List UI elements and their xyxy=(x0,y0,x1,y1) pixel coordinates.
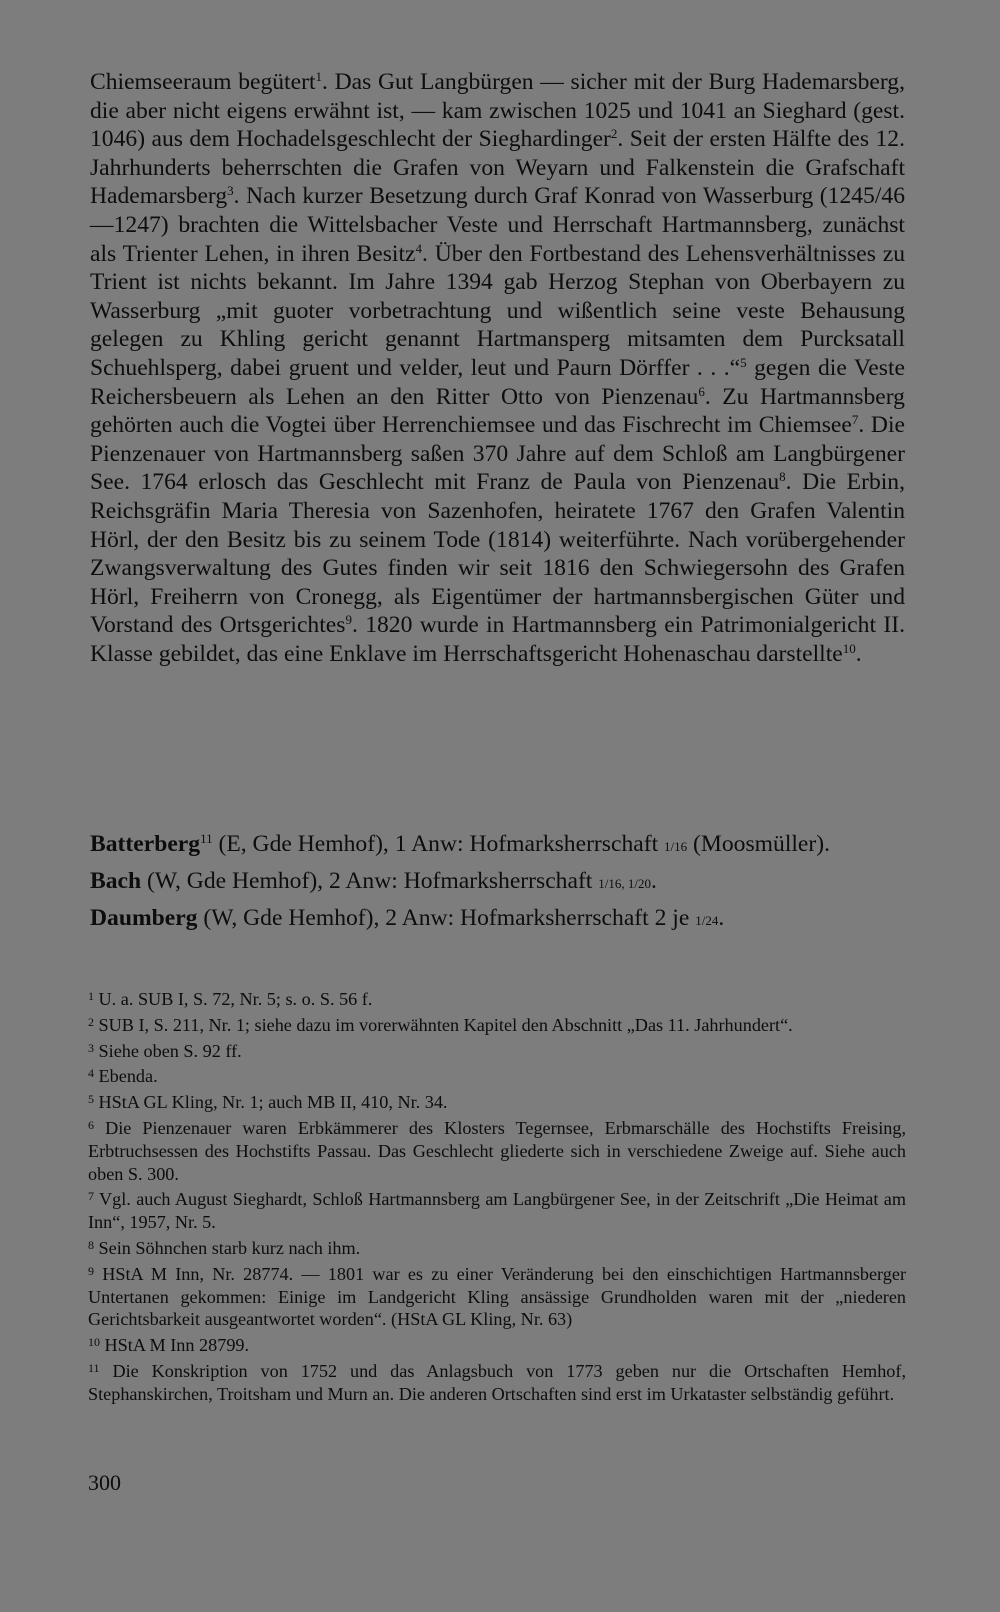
footnote-ref: 9 xyxy=(345,612,352,628)
footnote xyxy=(88,1260,906,1331)
footnote-text: Die Pienzenauer waren Erbkämmerer des Klosters Tegernsee, Erbmarschälle des Hochstifts Freising, Erbtruchsessen des Hochstifts Passau. Das Geschlecht gliederte sich in verschiedene Zweige auf. Siehe auch oben S. 300. xyxy=(88,1117,907,1184)
footnote-number: 3 xyxy=(88,1040,94,1055)
footnote-number: 1 xyxy=(88,989,94,1003)
place-entries xyxy=(90,830,905,941)
entry-text: (Moosmüller). xyxy=(687,831,831,857)
footnote xyxy=(88,1037,906,1063)
footnote-ref: 5 xyxy=(740,354,747,370)
fraction: 1/24 xyxy=(695,913,719,928)
footnote xyxy=(88,1088,906,1114)
footnote-ref: 7 xyxy=(851,412,859,428)
text-run: . Zu Hartmannsberg gehörten auch die Vogtei über Herrenchiemsee und das Fischrecht im Chiemsee xyxy=(90,383,905,439)
footnote-ref: 4 xyxy=(415,240,423,256)
footnote-number: 4 xyxy=(88,1066,94,1081)
footnote-text: Ebenda. xyxy=(98,1066,158,1087)
fraction: 1/16 xyxy=(664,839,688,854)
footnote-ref: 10 xyxy=(842,640,856,656)
footnote-number: 8 xyxy=(88,1237,94,1252)
main-paragraph xyxy=(90,68,905,668)
place-name: Bach xyxy=(90,868,142,894)
footnote-text: Siehe oben S. 92 ff. xyxy=(98,1040,242,1061)
text-run: Chiemseeraum begütert xyxy=(90,69,316,95)
footnote-text: U. a. SUB I, S. 72, Nr. 5; s. o. S. 56 f. xyxy=(98,989,373,1009)
text-run: . Die Pienzenauer von Hartmannsberg saßen 370 Jahre auf dem Schloß am Langbürgener See. 1764 erlosch das Geschlecht mit Franz de Paula von Pienzenau xyxy=(90,412,905,496)
footnote xyxy=(88,1185,906,1234)
footnote-ref: 2 xyxy=(610,126,618,142)
footnote xyxy=(88,1234,906,1260)
entry-text: . xyxy=(718,905,725,931)
footnote-number: 6 xyxy=(88,1117,94,1132)
fraction: 1/16, 1/20 xyxy=(598,876,651,891)
place-entry xyxy=(90,904,905,935)
footnote xyxy=(88,1357,906,1406)
footnote xyxy=(88,1331,906,1357)
footnote-number: 5 xyxy=(88,1092,94,1107)
footnote-ref: 8 xyxy=(779,469,786,485)
entry-text: (W, Gde Hemhof), 2 Anw: Hofmarksherrschaft xyxy=(141,868,599,894)
text-run: . xyxy=(855,640,862,667)
footnote-text: HStA GL Kling, Nr. 1; auch MB II, 410, Nr. 34. xyxy=(98,1092,448,1113)
entry-text: . xyxy=(651,868,657,894)
footnote-number: 11 xyxy=(88,1360,100,1375)
place-name: Daumberg xyxy=(90,905,198,931)
footnotes xyxy=(88,985,906,1406)
footnote-number: 2 xyxy=(88,1014,94,1029)
text-run: . Nach kurzer Besetzung durch Graf Konrad von Wasserburg (1245/46—1247) brachten die Wittelsbacher Veste und Herrschaft Hartmannsberg, zunächst als Trienter Lehen, in ihren Besitz xyxy=(90,183,905,267)
place-entry xyxy=(90,867,905,898)
footnote-number: 10 xyxy=(88,1335,100,1350)
footnote xyxy=(88,1011,906,1037)
footnote-ref: 11 xyxy=(200,831,213,846)
footnote-text: HStA M Inn, Nr. 28774. — 1801 war es zu einer Veränderung bei den einschichtigen Hartmannsberger Untertanen gekommen: Einige im Landgericht Kling ansässige Grundholden waren mit der „niederen Gerichtsbarkeit ausgeantwortet worden“. (HStA GL Kling, Nr. 63) xyxy=(88,1263,907,1330)
text-run: . 1820 wurde in Hartmannsberg ein Patrimonialgericht II. Klasse gebildet, das eine Enklave im Herrschaftsgericht Hohenaschau darstellte xyxy=(90,612,905,667)
text-run: . Seit der ersten Hälfte des 12. Jahrhunderts beherrschten die Grafen von Weyarn und Falkenstein die Grafschaft Hademarsberg xyxy=(90,126,905,210)
place-entry xyxy=(90,830,905,861)
entry-text: (E, Gde Hemhof), 1 Anw: Hofmarksherrschaft xyxy=(212,831,665,857)
main-text-block xyxy=(90,68,905,668)
entry-text: (W, Gde Hemhof), 2 Anw: Hofmarksherrschaft 2 je xyxy=(197,905,696,931)
footnote-ref: 1 xyxy=(315,69,322,84)
text-run: . Das Gut Langbürgen — sicher mit der Burg Hademarsberg, die aber nicht eigens erwähnt ist, — kam zwischen 1025 und 1041 an Sieghard (gest. 1046) aus dem Hochadelsgeschlecht der Sieghardinger xyxy=(90,69,905,153)
footnote-text: Die Konskription von 1752 und das Anlagsbuch von 1773 geben nur die Ortschaften Hemhof, Stephanskirchen, Troitsham und Murn an. Die anderen Ortschaften sind erst im Urkataster selbständig geführt. xyxy=(88,1360,906,1404)
footnote-text: SUB I, S. 211, Nr. 1; siehe dazu im vorerwähnten Kapitel den Abschnitt „Das 11. Jahrhundert“. xyxy=(98,1014,793,1035)
footnote-text: Sein Söhnchen starb kurz nach ihm. xyxy=(98,1237,361,1258)
text-run: . Die Erbin, Reichsgräfin Maria Theresia von Sazenhofen, heiratete 1767 den Grafen Valentin Hörl, der den Besitz bis zu seinem Tode (1814) weiterführte. Nach vorübergehender Zwangsverwaltung des Gutes finden wir seit 1816 den Schwiegersohn des Grafen Hörl, Freiherrn von Cronegg, als Eigentümer der hartmannsbergischen Güter und Vorstand des Ortsgerichtes xyxy=(90,469,905,639)
footnote-ref: 6 xyxy=(698,383,705,399)
footnote-number: 7 xyxy=(88,1189,94,1204)
text-run: . Über den Fortbestand des Lehensverhältnisses zu Trient ist nichts bekannt. Im Jahre 1394 gab Herzog Stephan von Oberbayern zu Wasserburg „mit guoter vorbetrachtung und wißentlich seine veste Behausung gelegen zu Khling gericht genannt Hartmansperg mitsamten dem Purcksatall Schuehlsperg, dabei gruent und velder, leut und Paurn Dörffer . . .“ xyxy=(90,240,905,381)
footnote-text: Vgl. auch August Sieghardt, Schloß Hartmannsberg am Langbürgener See, in der Zeitschrift „Die Heimat am Inn“, 1957, Nr. 5. xyxy=(88,1189,906,1233)
footnote xyxy=(88,985,906,1011)
page-number: 300 xyxy=(88,1470,121,1495)
footnote xyxy=(88,1062,906,1088)
place-name: Batterberg xyxy=(90,831,201,857)
footnote xyxy=(88,1114,906,1185)
footnote-ref: 3 xyxy=(227,183,234,199)
footnote-text: HStA M Inn 28799. xyxy=(104,1335,250,1356)
text-run: gegen die Veste Reichersbeuern als Lehen an den Ritter Otto von Pienzenau xyxy=(90,354,905,410)
footnote-number: 9 xyxy=(88,1263,94,1278)
